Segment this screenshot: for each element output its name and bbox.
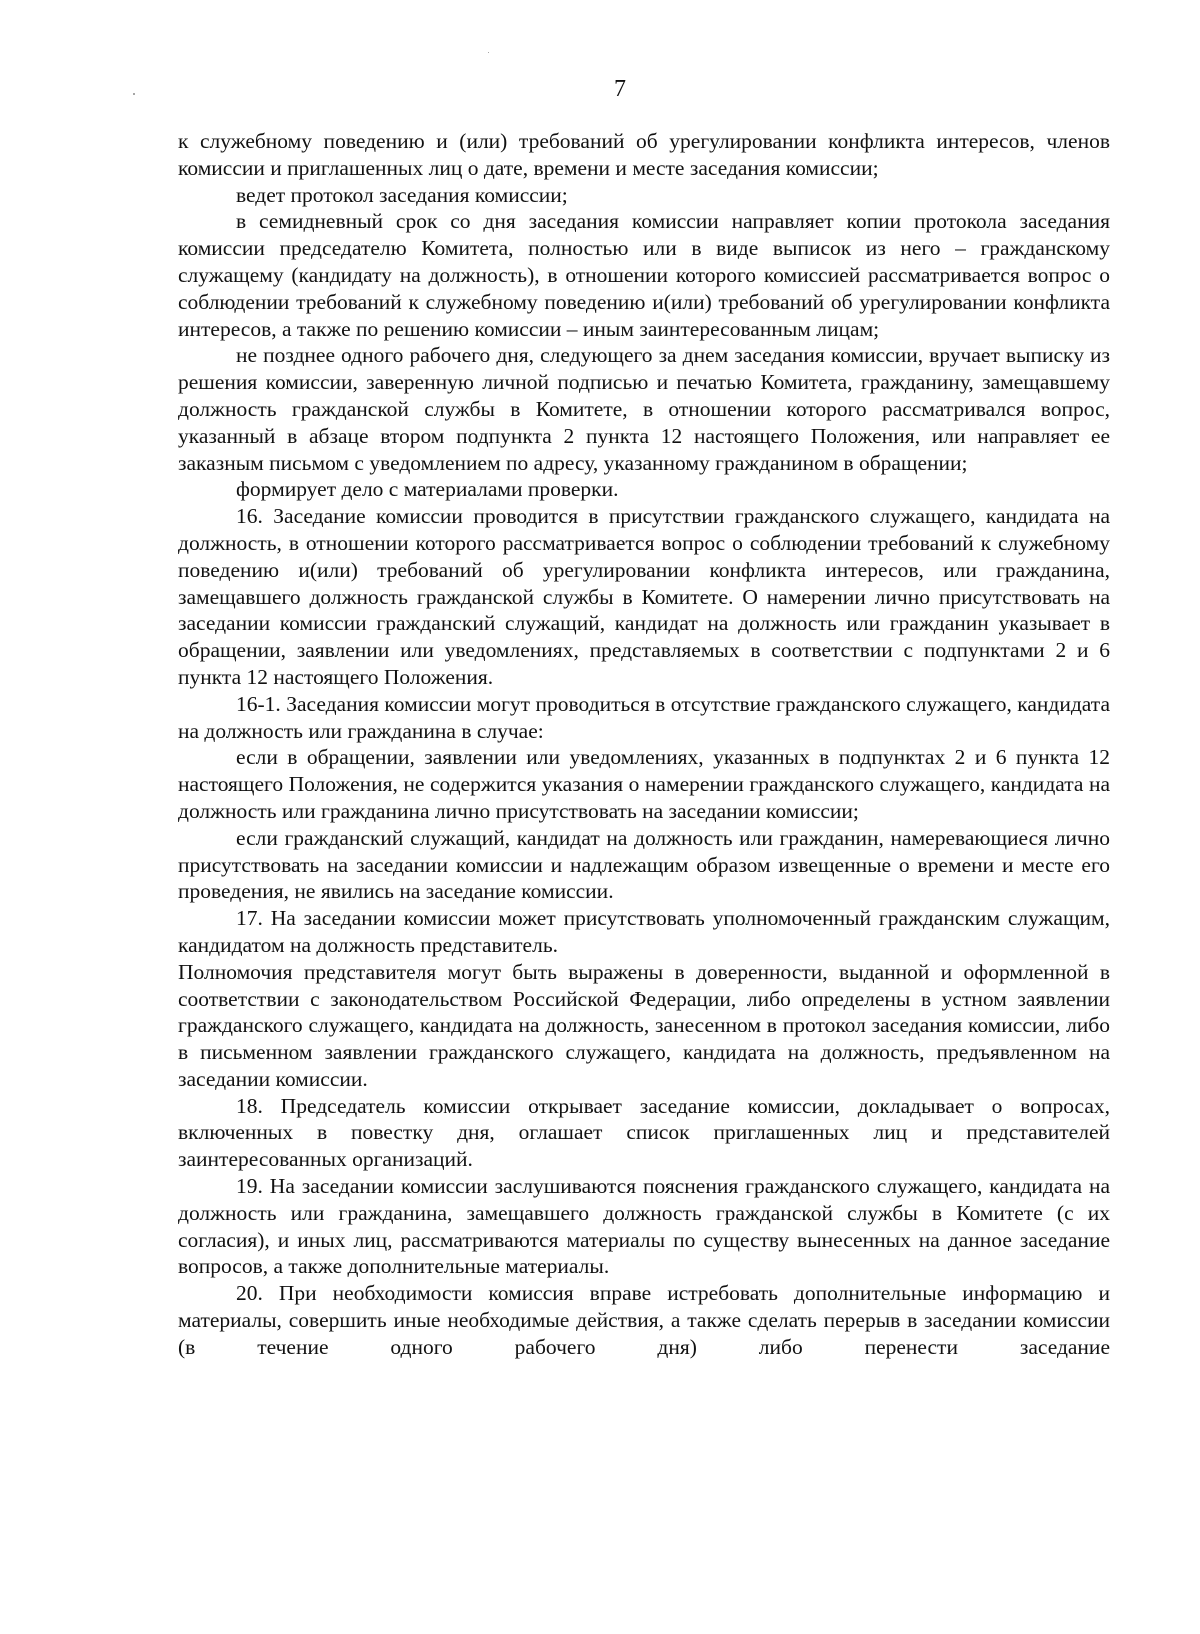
paragraph-item-20: 20. При необходимости комиссия вправе истребовать дополнительные информацию и материалы, совершить иные необходимые действия, а также сделать перерыв в заседании комиссии (в течение одного рабочего дня) либо перенести заседание xyxy=(178,1281,1110,1359)
paragraph-item-18: 18. Председатель комиссии открывает заседание комиссии, докладывает о вопросах, включенных в повестку дня, оглашает список приглашенных лиц и представителей заинтересованных организаций. xyxy=(178,1093,1110,1172)
page-number: 7 xyxy=(614,76,626,102)
document-body xyxy=(178,128,1110,1361)
paragraph: Полномочия представителя могут быть выражены в доверенности, выданной и оформленной в соответствии с законодательством Российской Федерации, либо определены в устном заявлении гражданского служащего, кандидата на должность, занесенном в протокол заседания комиссии, либо в письменном заявлении гражданского служащего, кандидата на должность, предъявленном на заседании комиссии. xyxy=(178,959,1110,1091)
paragraph: если гражданский служащий, кандидат на должность или гражданин, намеревающиеся лично присутствовать на заседании комиссии и надлежащим образом извещенные о времени и месте его проведения, не явились на заседание комиссии. xyxy=(178,825,1110,904)
paragraph-item-16: 16. Заседание комиссии проводится в присутствии гражданского служащего, кандидата на должность, в отношении которого рассматривается вопрос о соблюдении требований к служебному поведению и(или) требований об урегулировании конфликта интересов, или гражданина, замещавшего должность гражданской службы в Комитете. О намерении лично присутствовать на заседании комиссии гражданский служащий, кандидат на должность или гражданин указывает в обращении, заявлении или уведомлениях, представляемых в соответствии с подпунктами 2 и 6 пункта 12 настоящего Положения. xyxy=(178,504,1110,689)
paragraph-continued: к служебному поведению и (или) требований об урегулировании конфликта интересов, членов комиссии и приглашенных лиц о дате, времени и месте заседания комиссии; xyxy=(178,129,1110,180)
paragraph: в семидневный срок со дня заседания комиссии направляет копии протокола заседания комиссии председателю Комитета, полностью или в виде выписок из него – гражданскому служащему (кандидату на должность), в отношении которого комиссией рассматривается вопрос о соблюдении требований к служебному поведению и(или) требований об урегулировании конфликта интересов, а также по решению комиссии – иным заинтересованным лицам; xyxy=(178,209,1110,341)
paragraph-item-16-1: 16-1. Заседания комиссии могут проводиться в отсутствие гражданского служащего, кандидата на должность или гражданина в случае: xyxy=(178,691,1110,743)
paragraph: ведет протокол заседания комиссии; xyxy=(236,182,568,207)
paragraph-item-19: 19. На заседании комиссии заслушиваются пояснения гражданского служащего, кандидата на должность или гражданина, замещавшего должность гражданской службы в Комитете (с их согласия), и иных лиц, рассматриваются материалы по существу вынесенных на данное заседание вопросов, а также дополнительные материалы. xyxy=(178,1174,1110,1279)
paragraph-item-17: 17. На заседании комиссии может присутствовать уполномоченный гражданским служащим, кандидатом на должность представитель. xyxy=(178,906,1110,957)
paragraph: если в обращении, заявлении или уведомлениях, указанных в подпунктах 2 и 6 пункта 12 настоящего Положения, не содержится указания о намерении гражданского служащего, кандидата на должность или гражданина лично присутствовать на заседании комиссии; xyxy=(178,745,1110,823)
paragraph: не позднее одного рабочего дня, следующего за днем заседания комиссии, вручает выписку из решения комиссии, заверенную личной подписью и печатью Комитета, гражданину, замещавшему должность гражданской службы в Комитете, в отношении которого рассматривался вопрос, указанный в абзаце втором подпункта 2 пункта 12 настоящего Положения, или направляет ее заказным письмом с уведомлением по адресу, указанному гражданином в обращении; xyxy=(178,343,1110,475)
paragraph: формирует дело с материалами проверки. xyxy=(236,477,619,502)
scan-speck xyxy=(488,52,489,53)
